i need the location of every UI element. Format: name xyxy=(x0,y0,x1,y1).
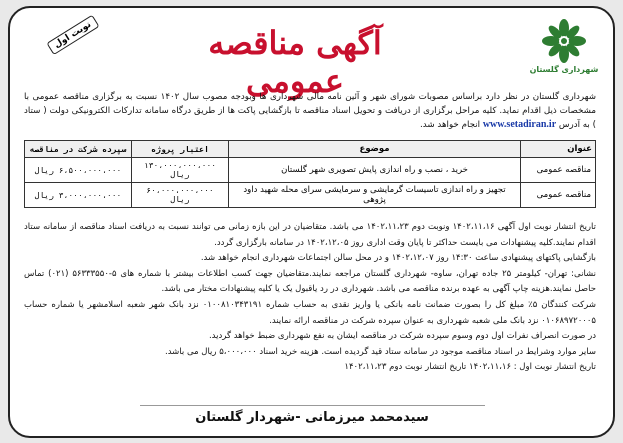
intro-text-end: انجام خواهد شد. xyxy=(420,120,481,130)
notice-header xyxy=(10,8,613,98)
edition-badge: نوبت اول xyxy=(46,15,99,55)
body-paragraph-address: نشانی: تهران- کیلومتر ۲۵ جاده تهران، ساوه- شهرداری گلستان مراجعه نمایند.متقاضیان جهت کسب اطلاعات بیشتر با شماره های ۵-۵۶۳۳۳۵۵۰ (۰۲۱) تماس حاصل نمایند.هزینه چاپ آگهی به عهده برنده مناقصه می باشد. شهرداری در رد یاقبول یک یا کلیه پیشنهادات مختار می باشد. xyxy=(24,268,597,295)
col-header-credit: اعتبار پروژه xyxy=(132,141,229,158)
intro-paragraph xyxy=(24,90,596,132)
row-credit: ۶۰،۰۰۰،۰۰۰،۰۰۰ ریال xyxy=(132,183,229,208)
row-subject: خرید ، نصب و راه اندازی پایش تصویری شهر گلستان xyxy=(229,158,521,183)
row-type: مناقصه عمومی xyxy=(521,183,596,208)
row-type: مناقصه عمومی xyxy=(521,158,596,183)
body-paragraph-publication: تاریخ انتشار نوبت اول : ۱۴۰۲،۱۱،۱۶ تاریخ انتشار نوبت دوم ۱۴۰۲،۱۱،۲۳ xyxy=(344,362,596,373)
signature: سیدمحمد میرزمانی -شهردار گلستان xyxy=(195,410,429,425)
body-paragraph-guarantee: شرکت کنندگان ۵٪ مبلغ کل را بصورت ضمانت نامه بانکی یا واریز نقدی به حساب شماره ۰۱۰۰۸۱۰۳۴۳۱۹۱ نزد بانک شهر شعبه اسلامشهر یا شماره حساب ۰۱۰۶۸۹۷۲۰۰۰۵ نزد بانک ملی شعبه شهرداری به عنوان سپرده شرکت در مناقصه ارائه نمایند. xyxy=(24,299,596,326)
tender-table xyxy=(24,140,596,208)
table-header-row xyxy=(25,141,596,158)
body-paragraph-opening: بازگشایی پاکتهای پیشنهادی ساعت ۱۴:۳۰ روز ۱۴۰۲،۱۲،۰۷ و در محل سالن اجتماعات شهرداری انجام خواهد شد. xyxy=(200,253,596,264)
logo-caption: شهرداری گلستان xyxy=(529,65,599,74)
row-deposit: ۶،۵۰۰،۰۰۰،۰۰۰ ریال xyxy=(25,158,132,183)
body-paragraph-forfeit: در صورت انصراف نفرات اول دوم وسوم سپرده شرکت در مناقصه ایشان به نفع شهرداری ضبط خواهد گردید. xyxy=(208,331,596,342)
setad-link[interactable]: www.setadiran.ir xyxy=(482,119,557,130)
municipality-logo xyxy=(529,18,599,86)
leaf-emblem-icon xyxy=(541,18,587,64)
body-paragraph-dates: تاریخ انتشار نوبت اول آگهی ۱۴۰۲،۱۱،۱۶ ونوبت دوم ۱۴۰۲،۱۱،۲۳ می باشد. متقاضیان در این بازه زمانی می توانند نسبت به دریافت اسناد مناقصه از سامانه ستاد اقدام نمایند.کلیه پیشنهادات می بایست حداکثر تا پایان وقت اداری روز ۱۴۰۲،۱۲،۰۵ در سامانه بارگزاری گردد. xyxy=(24,222,596,248)
intro-text: شهرداری گلستان در نظر دارد براساس مصوبات شورای شهر و آئین نامه مالی شهرداری ها وبودجه مصوب سال ۱۴۰۲ نسبت به برگزاری مناقصه عمومی با مشخصات ذیل اقدام نماید. کلیه مراحل برگزاری از دریافت و تحویل اسناد مناقصه تا بازگشایی پاکت ها از طریق درگاه سامانه تدارکات الکترونیکی دولت ( ستاد ) به آدرس xyxy=(24,92,597,130)
col-header-deposit: سپرده شرکت در مناقصه xyxy=(25,141,132,158)
table-row xyxy=(25,183,596,208)
notice-title: آگهی مناقصه عمومی xyxy=(208,24,382,100)
row-subject: تجهیز و راه اندازی تاسیسات گرمایشی و سرمایشی سرای محله شهید داود پژوهی xyxy=(229,183,521,208)
row-credit: ۱۳۰،۰۰۰،۰۰۰،۰۰۰ ریال xyxy=(132,158,229,183)
table-row xyxy=(25,158,596,183)
body-paragraph-documents: سایر موارد وشرایط در اسناد مناقصه موجود در سامانه ستاد قید گردیده است. هزینه خرید اسناد ۵،۰۰۰،۰۰۰ ریال می باشد. xyxy=(165,346,596,357)
row-deposit: ۳،۰۰۰،۰۰۰،۰۰۰ ریال xyxy=(25,183,132,208)
col-header-type: عنوان xyxy=(521,141,596,158)
col-header-subject: موضوع xyxy=(229,141,521,158)
signature-divider xyxy=(140,405,485,406)
notice-body xyxy=(24,220,596,376)
notice-frame xyxy=(8,6,615,438)
